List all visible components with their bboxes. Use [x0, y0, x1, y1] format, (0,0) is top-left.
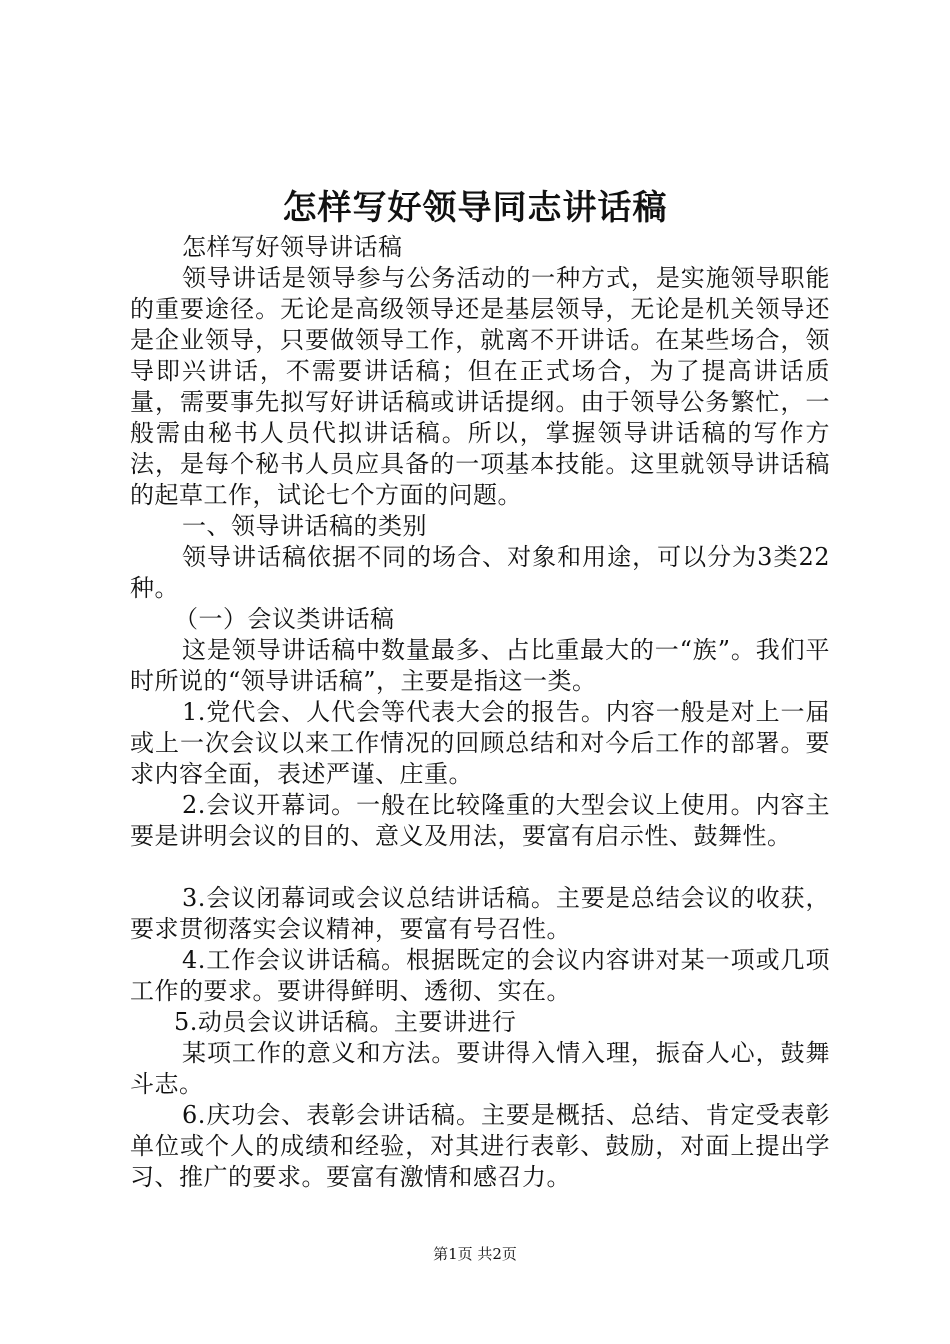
list-item: 2.会议开幕词。一般在比较隆重的大型会议上使用。内容主要是讲明会议的目的、意义及用法，要富有启示性、鼓舞性。 — [130, 791, 830, 850]
list-item: 6.庆功会、表彰会讲话稿。主要是概括、总结、肯定受表彰单位或个人的成绩和经验，对其进行表彰、鼓励，对面上提出学习、推广的要求。要富有激情和感召力。 — [130, 1101, 830, 1191]
body-paragraph: 某项工作的意义和方法。要讲得入情入理，振奋人心，鼓舞斗志。 — [130, 1039, 830, 1098]
body-paragraph: 这是领导讲话稿中数量最多、占比重最大的一“族”。我们平时所说的“领导讲话稿”，主要是指这一类。 — [130, 636, 830, 695]
body-paragraph: 领导讲话是领导参与公务活动的一种方式，是实施领导职能的重要途径。无论是高级领导还是基层领导，无论是机关领导还是企业领导，只要做领导工作，就离不开讲话。在某些场合，领导即兴讲话，不需要讲话稿；但在正式场合，为了提高讲话质量，需要事先拟写好讲话稿或讲话提纲。由于领导公务繁忙，一般需由秘书人员代拟讲话稿。所以，掌握领导讲话稿的写作方法，是每个秘书人员应具备的一项基本技能。这里就领导讲话稿的起草工作，试论七个方面的问题。 — [130, 264, 830, 509]
subsection-heading: （一）会议类讲话稿 — [174, 605, 395, 633]
list-item: 5.动员会议讲话稿。主要讲进行 — [174, 1008, 517, 1036]
subtitle-paragraph: 怎样写好领导讲话稿 — [182, 233, 403, 261]
body-paragraph: 领导讲话稿依据不同的场合、对象和用途，可以分为3类22种。 — [130, 543, 830, 602]
list-item: 1.党代会、人代会等代表大会的报告。内容一般是对上一届或上一次会议以来工作情况的回顾总结和对今后工作的部署。要求内容全面，表述严谨、庄重。 — [130, 698, 830, 788]
document-body — [130, 232, 830, 1193]
page-title: 怎样写好领导同志讲话稿 — [282, 188, 668, 228]
list-item: 4.工作会议讲话稿。根据既定的会议内容讲对某一项或几项工作的要求。要讲得鲜明、透彻、实在。 — [130, 946, 830, 1005]
list-item: 3.会议闭幕词或会议总结讲话稿。主要是总结会议的收获，要求贯彻落实会议精神，要富有号召性。 — [130, 884, 830, 943]
section-heading: 一、领导讲话稿的类别 — [182, 512, 427, 540]
blank-line — [130, 852, 830, 883]
page-number: 第1页 共2页 — [433, 1245, 517, 1263]
